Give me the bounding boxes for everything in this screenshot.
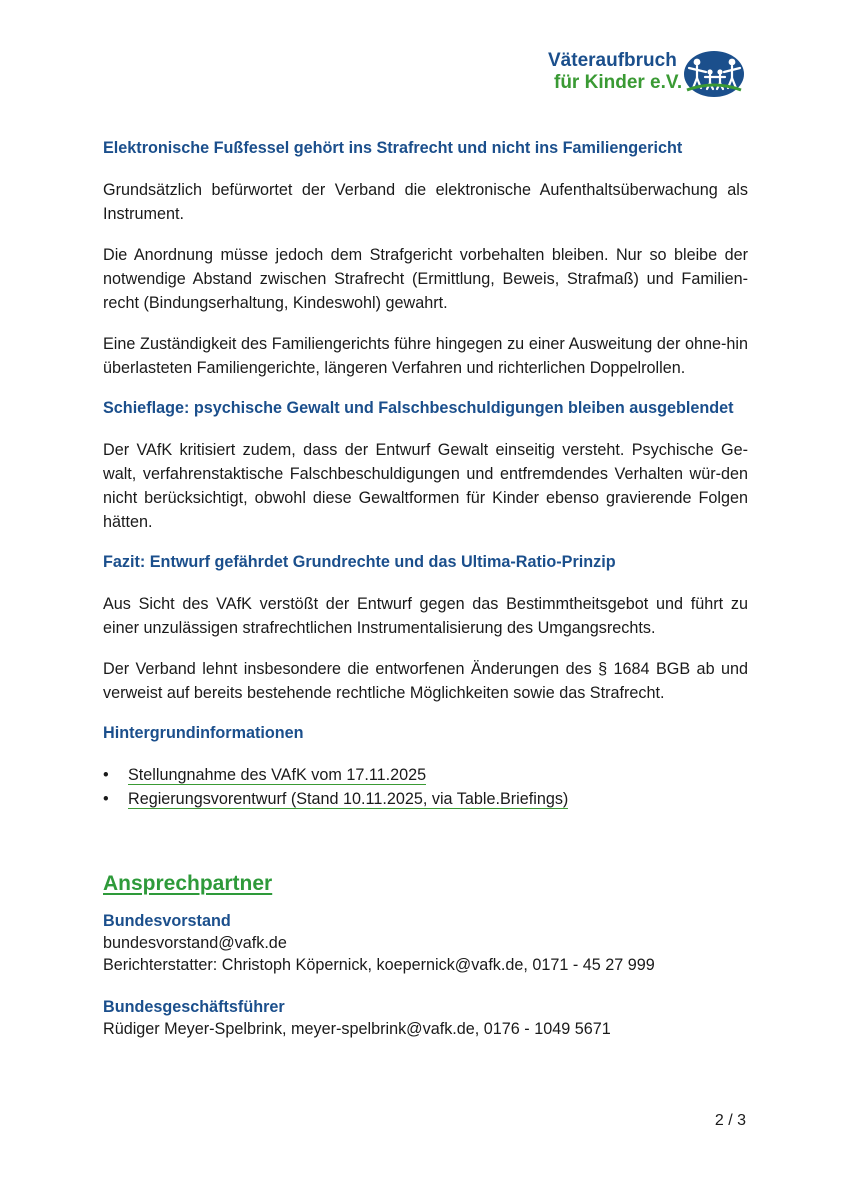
link-regierungsvorentwurf[interactable]: Regierungsvorentwurf (Stand 10.11.2025, via Table.Briefings) <box>128 790 569 808</box>
document-body <box>103 137 748 1040</box>
paragraph: Aus Sicht des VAfK verstößt der Entwurf gegen das Bestimmtheitsgebot und führt zu einer unzulässigen strafrechtlichen Instrumentalisierung des Umgangsrechts. <box>103 595 748 637</box>
link-list <box>103 763 748 811</box>
contact-email: bundesvorstand@vafk.de <box>103 934 287 952</box>
family-emblem-icon <box>683 50 745 98</box>
paragraph: Der Verband lehnt insbesondere die entworfenen Änderungen des § 1684 BGB ab und verweist auf bereits bestehende rechtliche Möglichkeiten sowie das Strafrecht. <box>103 660 748 702</box>
contact-line: Rüdiger Meyer-Spelbrink, meyer-spelbrink@vafk.de, 0176 - 1049 5671 <box>103 1020 611 1038</box>
contact-role: Bundesgeschäftsführer <box>103 998 285 1016</box>
contact-title: Ansprechpartner <box>103 872 273 895</box>
paragraph: Eine Zuständigkeit des Familiengerichts führe hingegen zu einer Ausweitung der ohne-hin überlasteten Familiengerichte, längeren Verfahren und richterlichen Doppelrollen. <box>103 335 748 377</box>
link-stellungnahme[interactable]: Stellungnahme des VAfK vom 17.11.2025 <box>128 766 427 784</box>
logo-line-2: für Kinder e.V. <box>554 72 683 93</box>
paragraph: Die Anordnung müsse jedoch dem Strafgericht vorbehalten bleiben. Nur so bleibe der notwendige Abstand zwischen Strafrecht (Ermittlung, Beweis, Strafmaß) und Familien-recht (Bindungserhaltung, Kindeswohl) gewahrt. <box>103 246 748 312</box>
logo-wordmark <box>548 50 682 94</box>
section-schieflage <box>103 397 748 534</box>
vafk-logo <box>548 50 748 102</box>
list-item <box>128 787 748 811</box>
section-fussfessel <box>103 137 748 380</box>
background-heading: Hintergrundinformationen <box>103 724 304 742</box>
contact-role: Bundesvorstand <box>103 912 231 930</box>
paragraph: Grundsätzlich befürwortet der Verband die elektronische Aufenthaltsüberwachung als Instrument. <box>103 181 748 223</box>
section-heading: Elektronische Fußfessel gehört ins Strafrecht und nicht ins Familiengericht <box>103 139 683 157</box>
contact-line: Berichterstatter: Christoph Köpernick, koepernick@vafk.de, 0171 - 45 27 999 <box>103 956 655 974</box>
logo-line-1: Väteraufbruch <box>548 50 677 71</box>
section-fazit <box>103 551 748 705</box>
section-contact <box>103 870 748 1040</box>
paragraph: Der VAfK kritisiert zudem, dass der Entwurf Gewalt einseitig versteht. Psychische Ge-walt, verfahrenstaktische Falschbeschuldigungen und entfremdendes Verhalten wür-den nicht berücksichtigt, obwohl diese Gewaltformen für Kinder ebenso gravierende Folgen hätten. <box>103 441 748 531</box>
section-background <box>103 722 748 811</box>
section-heading: Schieflage: psychische Gewalt und Falschbeschuldigungen bleiben ausgeblendet <box>103 399 734 417</box>
page-number: 2 / 3 <box>714 1112 746 1129</box>
list-item <box>128 763 748 787</box>
section-heading: Fazit: Entwurf gefährdet Grundrechte und das Ultima-Ratio-Prinzip <box>103 553 616 571</box>
